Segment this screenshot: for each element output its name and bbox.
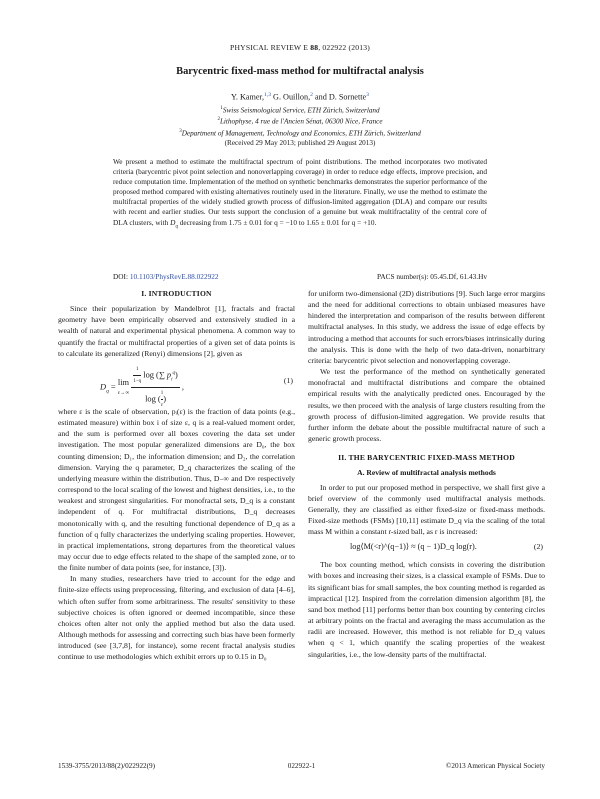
affiliation: $^1$Swiss Seismological Service, ETH Zürich, Switzerland [220, 106, 380, 115]
paragraph: where ε is the scale of observation, pᵢ(ε) is the fraction of data points (e.g., estimated measure) within box i of size ε, q is a real-valued moment order, and the sum is performed over all boxes covering the data set under investigation. The most popular generalized dimensions are D₀, the box counting dimension; D₁, the information dimension; and D₂, the correlation dimension. Varying the q parameter, D_q characterizes the scaling of the underlying measure within the distribution. Thus, D₋∞ and D∞ respectively correspond to the local scaling of the lowest and highest densities, i.e., to the weakest and strongest singularities. For monofractal sets, D_q is a constant independent of q. For multifractal distributions, D_q decreases monotonically with q, and the resulting functional dependence of D_q as a function of q fully characterizes the underlying scaling properties. However, in practical implementations, strong departures from the theoretical values may occur due to edge effects related to the shape of the sampled zone, or to the finite number of data points (see, for instance, [3]). [58, 406, 295, 573]
author-name: G. Ouillon, [273, 92, 311, 102]
affiliation: $^2$Lithophyse, 4 rue de l'Ancien Sénat, 06300 Nice, France [217, 117, 383, 126]
limit-operator: lim ε→∞ [117, 377, 130, 396]
received-dates: (Received 29 May 2013; published 29 August 2013) [224, 139, 376, 148]
affiliation-marker[interactable]: 3 [366, 92, 369, 98]
footer-issn: 1539-3755/2013/88(2)/022922(9) [58, 762, 156, 770]
affiliation-marker[interactable]: 1,3 [264, 92, 271, 98]
journal-header: PHYSICAL REVIEW E 88, 022922 (2013) [230, 43, 370, 52]
fraction: $\frac{1}{1-q}$ log (∑ $p_i^q$) log ( $\frac{1}{\varepsilon}$) [131, 364, 179, 412]
paragraph: for uniform two-dimensional (2D) distributions [9]. Such large error margins and the need for additional corrections to obtain unbiased measures have hindered the interpretation and comparison of the results between different multifractal analyses. In this study, we address the issue of edge effects by introducing a method that accounts for such errors/biases intrinsically during the analysis. This is done with the help of two data-driven, nonarbitrary criteria: barycentric pivot selection and nonoverlapping coverage. [308, 289, 545, 365]
section-heading: I. INTRODUCTION [141, 289, 212, 298]
abstract-text: We present a method to estimate the multifractal spectrum of point distributions. The method incorporates two motivated criteria (barycentric pivot point selection and nonoverlapping coverage) in order to reduce edge effects, improve precision, and reduce computation time. Implementation of the method on synthetic benchmarks demonstrates the superior performance of the proposed method compared with existing alternatives routinely used in the literature. Finally, we use the method to estimate the multifractal properties of the widely studied growth process of diffusion-limited aggregation (DLA) and compare our results with recent and earlier studies. Our tests support the conclusion of a genuine but weak multifractality of the central core of DLA clusters, with [113, 157, 487, 227]
doi-link[interactable]: 10.1103/PhysRevE.88.022922 [129, 272, 219, 281]
article-number: 022922 (2013) [322, 43, 370, 52]
equation-number: (1) [283, 375, 293, 385]
pacs-numbers: PACS number(s): 05.45.Df, 61.43.Hv [377, 272, 487, 281]
abstract-symbol: $D_q$ [170, 217, 178, 230]
affiliations [0, 104, 600, 148]
author-list [0, 92, 600, 102]
journal-name: PHYSICAL REVIEW E [230, 43, 309, 52]
paragraph: We test the performance of the method on synthetically generated monofractal and multifractal distributions and compare the obtained empirical results with the analytically predicted ones. Encouraged by the results, we then proceed with the analysis of large clusters resulting from the growth process of diffusion-limited aggregation. We provide results that further inform the debate about the possible multifractal nature of such a generic growth process. [308, 367, 545, 444]
journal-volume: 88 [310, 43, 319, 52]
abstract-tail: decreasing from 1.75 ± 0.01 for q = −10 to 1.65 ± 0.01 for q = +10. [179, 217, 377, 227]
doi-label: DOI: [113, 272, 128, 281]
affiliation-marker[interactable]: 2 [310, 92, 313, 98]
author-name: and D. Sornette [314, 92, 367, 102]
equation-1 [58, 362, 295, 409]
subsection-heading: A. Review of multifractal analysis methods [357, 468, 496, 478]
paragraph: The box counting method, which consists in covering the distribution with boxes and increasing their sizes, is a classical example of FSMs. Due to its significant bias for small samples, the box counting method is regarded as impractical [12]. Inspired from the correlation dimension algorithm [8], the sand box method [11] performs better than box counting by centering circles at arbitrary points on the fractal and averaging the mass accumulation as the radii are increased. However, this method is not reliable for D_q values when q < 1, which quantify the scaling properties of the weakest singularities, i.e., the low-density parts of the multifractal. [308, 560, 545, 659]
footer-page-number: 022922-1 [287, 762, 316, 770]
doi-line [113, 272, 487, 281]
paragraph: In order to put our proposed method in perspective, we shall first give a brief overview of the commonly used multifractal analysis methods. Generally, they are classified as either fixed-size or fixed-mass methods. Fixed-size methods (FSMs) [10,11] estimate D_q via the scaling of the total mass M within a constant r-sized ball, as r is increased: [308, 482, 545, 537]
left-column [58, 288, 295, 663]
paragraph: Since their popularization by Mandelbrot [1], fractals and fractal geometry have been empirically observed and extensively studied in a wealth of natural and experimental physical phenomena. A common way to quantify the fractal or multifractal properties of a given set of data points is to calculate its generalized (Renyi) dimensions [2], given as [58, 304, 295, 358]
section-heading: II. THE BARYCENTRIC FIXED-MASS METHOD [338, 453, 515, 463]
footer-copyright: ©2013 American Physical Society [445, 762, 545, 770]
right-column [308, 288, 545, 660]
equation-number: (2) [533, 542, 543, 552]
affiliation: $^3$Department of Management, Technology and Economics, ETH Zürich, Switzerland [179, 128, 421, 138]
abstract [113, 157, 487, 232]
equation-2 [308, 539, 545, 555]
paper-title: Barycentric fixed-mass method for multifractal analysis [176, 66, 424, 77]
paragraph: In many studies, researchers have tried to account for the edge and finite-size effects using preprocessing, filtering, and exclusion of data [4–6], which often suffer from some arbitrariness. The results' sensitivity to these subjective choices is often ignored or deemed incompatible, since these choices often alter not only the applied method but also the data used. Although methods for assessing and correcting such bias have been formerly introduced (see [3,7,8], for instance), some recent fractal analysis studies continue to use methodologies which exhibit errors up to 0.15 in D₀ [58, 574, 295, 662]
equation-body: $D_q = \lim$ ε→∞ $\frac{1}{1-q}$ log (∑ $p_i^q$) log ( $\frac{1}{\varepsilon}$) , [100, 364, 184, 412]
author-name: Y. Kamer, [231, 92, 264, 102]
equation-body: log⟨M(<r)^(q−1)⟩ ≈ (q − 1)D_q log(r). [350, 542, 477, 552]
